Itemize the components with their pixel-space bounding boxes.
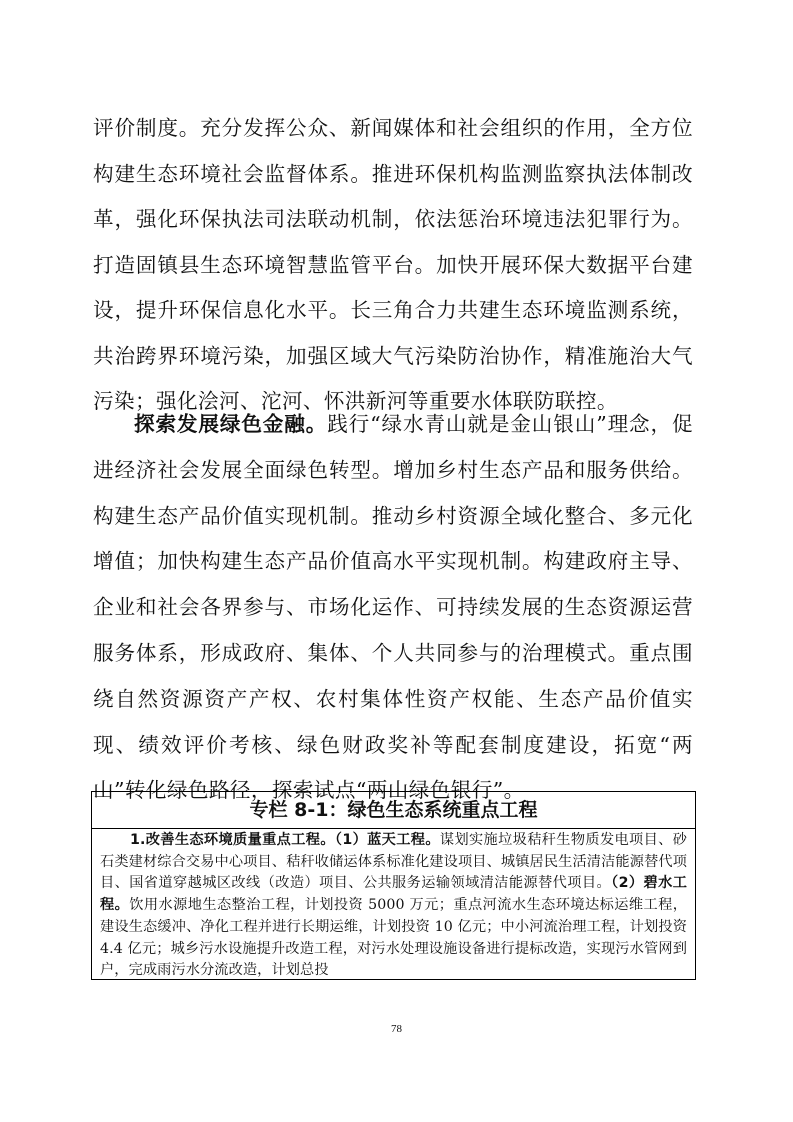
sub-item-2-label: （2）碧水工程。 — [100, 875, 687, 914]
body-paragraph-2 — [93, 402, 693, 814]
paragraph-text: 践行“绿水青山就是金山银山”理念，促进经济社会发展全面绿色转型。增加乡村生态产品和服务供给。构建生态产品价值实现机制。推动乡村资源全域化整合、多元化增值；加快构建生态产品价值高水平实现机制。构建政府主导、企业和社会各界参与、市场化运作、可持续发展的生态资源运营服务体系，形成政府、集体、个人共同参与的治理模式。重点围绕自然资源资产产权、农村集体性资产权能、生态产品价值实现、绩效评价考核、绿色财政奖补等配套制度建设，拓宽“两山”转化绿色路径，探索试点“两山绿色银行”。 — [93, 412, 693, 803]
feature-box — [91, 791, 696, 980]
body-paragraph-1: 评价制度。充分发挥公众、新闻媒体和社会组织的作用，全方位构建生态环境社会监督体系。推进环保机构监测监察执法体制改革，强化环保执法司法联动机制，依法惩治环境违法犯罪行为。打造固镇县生态环境智慧监管平台。加快开展环保大数据平台建设，提升环保信息化水平。长三角合力共建生态环境监测系统，共治跨界环境污染，加强区域大气污染防治协作，精准施治大气污染；强化浍河、沱河、怀洪新河等重要水体联防联控。 — [93, 116, 693, 413]
sub-item-1-text: 谋划实施垃圾秸秆生物质发电项目、砂石类建材综合交易中心项目、秸秆收储运体系标准化建设项目、城镇居民生活清洁能源替代项目、国省道穿越城区改线（改造）项目、公共服务运输领域清洁能源替代项目。 — [100, 832, 687, 892]
feature-box-title: 专栏 8-1：绿色生态系统重点工程 — [92, 792, 695, 829]
feature-box-body — [92, 829, 695, 982]
sub-item-2-text: 饮用水源地生态整治工程，计划投资 5000 万元；重点河流水生态环境达标运维工程，建设生态缓冲、净化工程并进行长期运维，计划投资 10 亿元；中小河流治理工程，计划投资 4.4 亿元；城乡污水设施提升改造工程，对污水处理设施设备进行提标改造，实现污水管网到户，完成雨污水分流改造，计划总投 — [100, 897, 688, 979]
page-number: 78 — [391, 1023, 402, 1035]
paragraph-heading: 探索发展绿色金融。 — [134, 412, 328, 436]
sub-item-1-label: （1）蓝天工程。 — [334, 832, 440, 848]
item-label: 1.改善生态环境质量重点工程。 — [130, 832, 335, 848]
